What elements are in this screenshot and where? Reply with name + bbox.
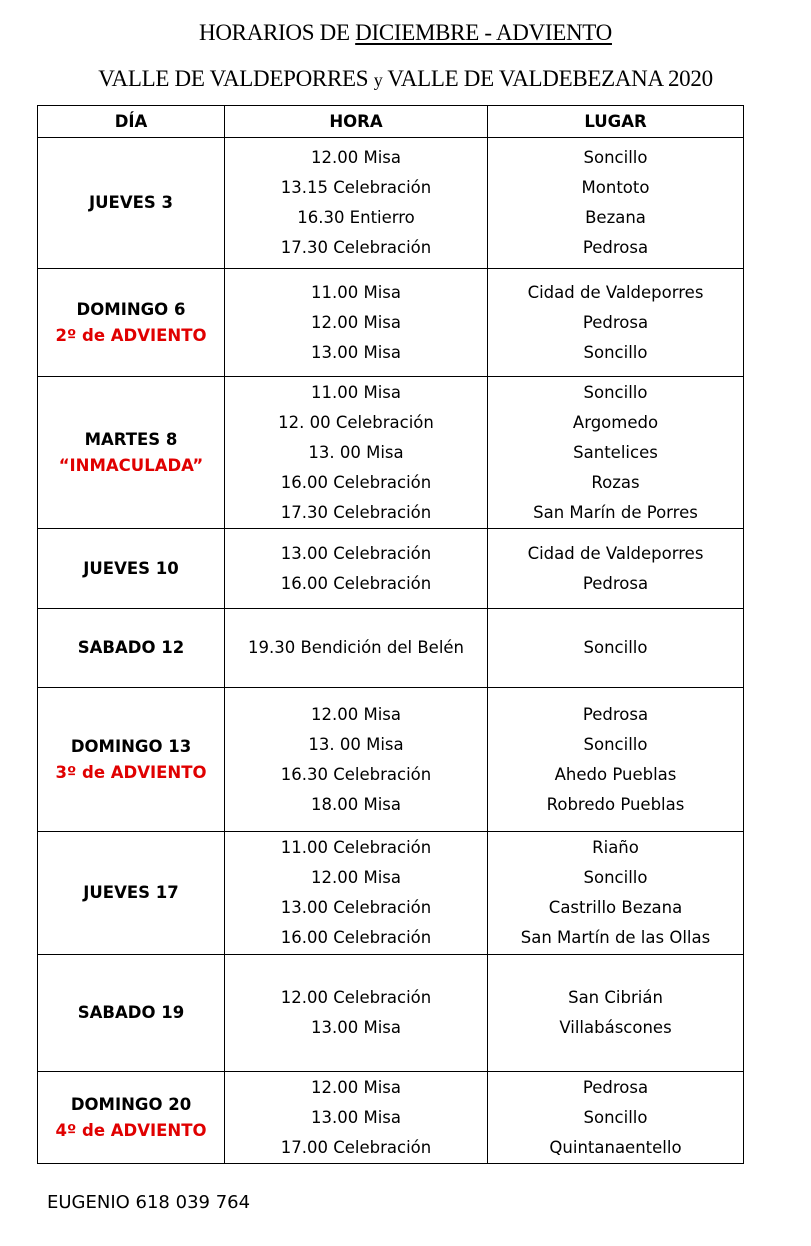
place-cell [488,377,744,529]
place-entry: San Marín de Porres [533,502,698,522]
place-entry: Soncillo [583,734,648,754]
contact-footer: EUGENIO 618 039 764 [47,1192,251,1213]
place-entry: Pedrosa [582,238,649,257]
place-entry: Ahedo Pueblas [554,764,677,784]
hour-entry: 12.00 Misa [310,704,401,724]
place-entry: Soncillo [583,1107,648,1127]
hour-cell [225,955,488,1072]
day-cell [38,138,225,269]
place-entry: Soncillo [583,148,648,167]
hour-entry: 13. 00 Misa [308,734,404,754]
hour-cell [225,688,488,832]
place-entry: Robredo Pueblas [546,794,685,814]
hour-entry: 17.00 Celebración [280,1137,432,1157]
table-row [38,377,744,529]
place-entry: Pedrosa [582,1077,649,1097]
hour-entry: 11.00 Misa [310,282,401,302]
table-row [38,609,744,688]
hour-entry: 18.00 Misa [310,794,401,814]
place-entry: Cidad de Valdeporres [527,282,704,302]
place-cell [488,1072,744,1164]
place-entry: Pedrosa [582,312,649,332]
place-entry: Argomedo [572,412,659,432]
hour-entry: 13.00 Celebración [280,898,432,917]
day-label: MARTES 8 [84,429,178,449]
table-row [38,529,744,609]
day-label: JUEVES 3 [89,193,173,212]
hour-entry: 11.00 Misa [310,382,401,402]
day-label: SABADO 12 [77,638,185,657]
subtitle-part1: VALLE DE VALDEPORRES [98,66,374,91]
schedule-table [37,105,744,1164]
column-header-hour: HORA [225,106,488,138]
day-label: DOMINGO 13 [70,736,192,756]
table-row [38,269,744,377]
hour-cell [225,138,488,269]
hour-cell [225,269,488,377]
schedule-body [38,138,744,1164]
day-label: SABADO 19 [77,1003,185,1022]
day-label: JUEVES 10 [83,558,179,578]
hour-entry: 13.00 Misa [310,1107,401,1127]
hour-entry: 12.00 Misa [310,868,401,887]
hour-entry: 12. 00 Celebración [278,412,434,432]
day-cell [38,688,225,832]
day-cell [38,609,225,688]
place-entry: Pedrosa [582,704,649,724]
place-entry: Cidad de Valdeporres [527,543,704,563]
place-entry: Villabáscones [559,1018,672,1037]
hour-entry: 12.00 Misa [310,1077,401,1097]
place-entry: San Martín de las Ollas [520,928,711,947]
document-subtitle [0,66,811,92]
day-label: DOMINGO 20 [70,1094,192,1114]
day-cell [38,377,225,529]
day-feast-label: 4º de ADVIENTO [55,1120,207,1140]
hour-entry: 16.30 Entierro [297,208,415,227]
table-row [38,688,744,832]
place-entry: Riaño [592,838,639,857]
place-cell [488,529,744,609]
title-month: DICIEMBRE - ADVIENTO [355,20,612,45]
place-cell [488,138,744,269]
place-entry: San Cibrián [568,988,663,1007]
place-entry: Santelices [573,442,658,462]
day-cell [38,832,225,955]
hour-entry: 11.00 Celebración [280,838,432,857]
day-feast-label: 3º de ADVIENTO [55,762,207,782]
hour-entry: 13.00 Misa [310,1018,401,1037]
hour-entry: 17.30 Celebración [280,238,432,257]
hour-entry: 16.00 Celebración [280,472,432,492]
day-label: JUEVES 17 [83,883,179,902]
day-cell [38,269,225,377]
table-row [38,138,744,269]
place-cell [488,688,744,832]
hour-entry: 16.30 Celebración [280,764,432,784]
hour-cell [225,377,488,529]
hour-entry: 17.30 Celebración [280,502,432,522]
day-cell [38,955,225,1072]
day-label: DOMINGO 6 [76,299,186,319]
hour-entry: 12.00 Misa [310,312,401,332]
place-entry: Soncillo [583,382,648,402]
hour-cell [225,1072,488,1164]
day-feast-label: 2º de ADVIENTO [55,325,207,345]
place-cell [488,832,744,955]
hour-entry: 16.00 Celebración [280,573,432,593]
subtitle-part2: VALLE DE VALDEBEZANA 2020 [382,66,713,91]
document-title [0,20,811,46]
place-entry: Pedrosa [582,573,649,593]
day-cell [38,1072,225,1164]
column-header-day: DÍA [38,106,225,138]
place-cell [488,609,744,688]
day-cell [38,529,225,609]
place-entry: Bezana [585,208,646,227]
hour-entry: 12.00 Misa [310,148,401,167]
place-entry: Quintanaentello [549,1137,682,1157]
column-header-place: LUGAR [488,106,744,138]
hour-entry: 16.00 Celebración [280,928,432,947]
hour-entry: 13. 00 Misa [308,442,404,462]
place-cell [488,269,744,377]
subtitle-connector: y [373,70,383,90]
hour-cell [225,609,488,688]
table-header-row [38,106,744,138]
place-entry: Soncillo [583,638,648,657]
place-entry: Soncillo [583,868,648,887]
place-entry: Rozas [591,472,640,492]
hour-entry: 13.15 Celebración [280,178,432,197]
table-row [38,832,744,955]
table-row [38,955,744,1072]
place-entry: Castrillo Bezana [548,898,683,917]
hour-cell [225,832,488,955]
hour-cell [225,529,488,609]
hour-entry: 13.00 Misa [310,342,401,362]
hour-entry: 19.30 Bendición del Belén [247,638,465,657]
title-prefix: HORARIOS DE [199,20,356,45]
hour-entry: 12.00 Celebración [280,988,432,1007]
table-row [38,1072,744,1164]
place-cell [488,955,744,1072]
hour-entry: 13.00 Celebración [280,543,432,563]
day-feast-label: “INMACULADA” [58,455,204,475]
place-entry: Soncillo [583,342,648,362]
place-entry: Montoto [581,178,650,197]
